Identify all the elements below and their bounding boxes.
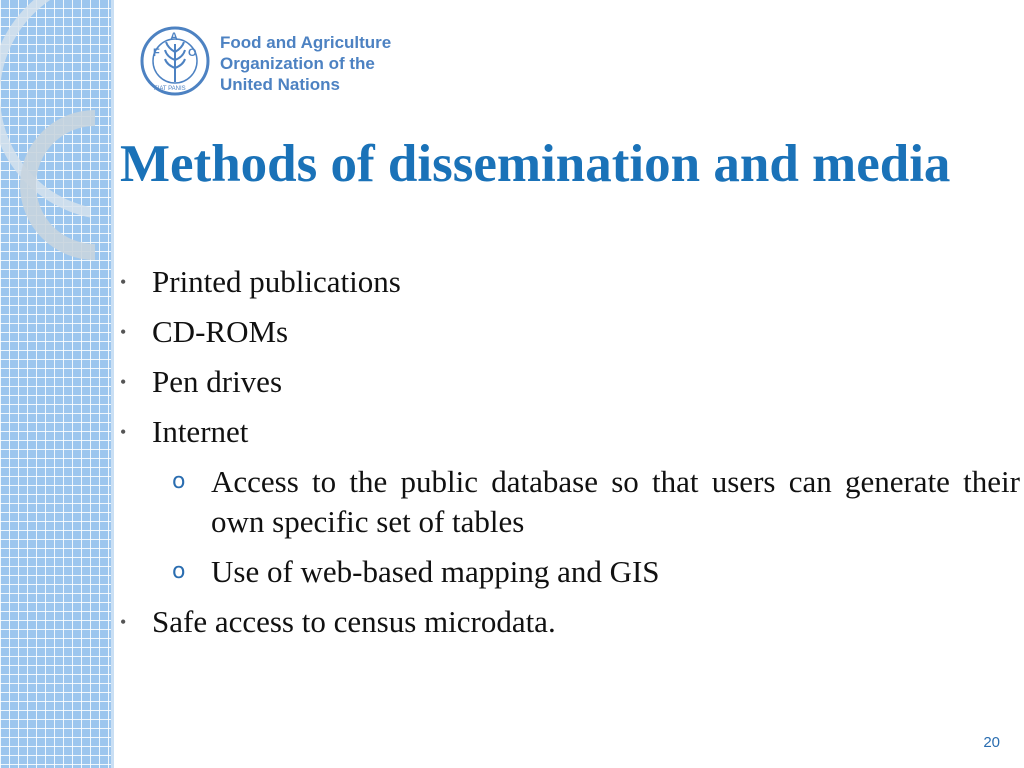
- sub-list-item-text: Access to the public database so that users can generate their own specific set of tables: [211, 464, 1020, 539]
- logo-line-1: Food and Agriculture: [220, 33, 392, 52]
- circle-bullet-icon: o: [172, 559, 186, 584]
- band-edge-divider: [111, 0, 114, 768]
- fao-logo: [140, 26, 400, 98]
- slide-title: Methods of dissemination and media: [120, 135, 951, 193]
- list-item-text: CD-ROMs: [152, 314, 289, 349]
- bullet-icon: •: [120, 322, 127, 342]
- list-item: [120, 362, 1020, 402]
- bullet-icon: •: [120, 272, 127, 292]
- fao-logo-text: [220, 32, 391, 95]
- list-item-text: Internet: [152, 414, 249, 449]
- sub-list-item: [120, 462, 1020, 542]
- list-item: [120, 312, 1020, 352]
- logo-line-2: Organization of the: [220, 54, 375, 73]
- emblem-letter-a: A: [170, 31, 178, 43]
- list-item: [120, 602, 1020, 642]
- list-item: [120, 412, 1020, 452]
- bullet-icon: •: [120, 612, 127, 632]
- logo-line-3: United Nations: [220, 75, 340, 94]
- emblem-motto: FIAT PANIS: [154, 86, 186, 92]
- fao-emblem-icon: [140, 26, 210, 96]
- emblem-letter-f: F: [153, 47, 160, 59]
- emblem-letter-o: O: [188, 47, 197, 59]
- bullet-icon: •: [120, 372, 127, 392]
- list-item: [120, 262, 1020, 302]
- page-number: 20: [983, 734, 1000, 751]
- list-item-text: Pen drives: [152, 364, 283, 399]
- sub-list-item-text: Use of web-based mapping and GIS: [211, 554, 660, 589]
- list-item-text: Printed publications: [152, 264, 401, 299]
- list-item-text: Safe access to census microdata.: [152, 604, 556, 639]
- sub-list-item: [120, 552, 1020, 592]
- bullet-icon: •: [120, 422, 127, 442]
- bullet-list: [120, 262, 1020, 652]
- circle-bullet-icon: o: [172, 469, 186, 494]
